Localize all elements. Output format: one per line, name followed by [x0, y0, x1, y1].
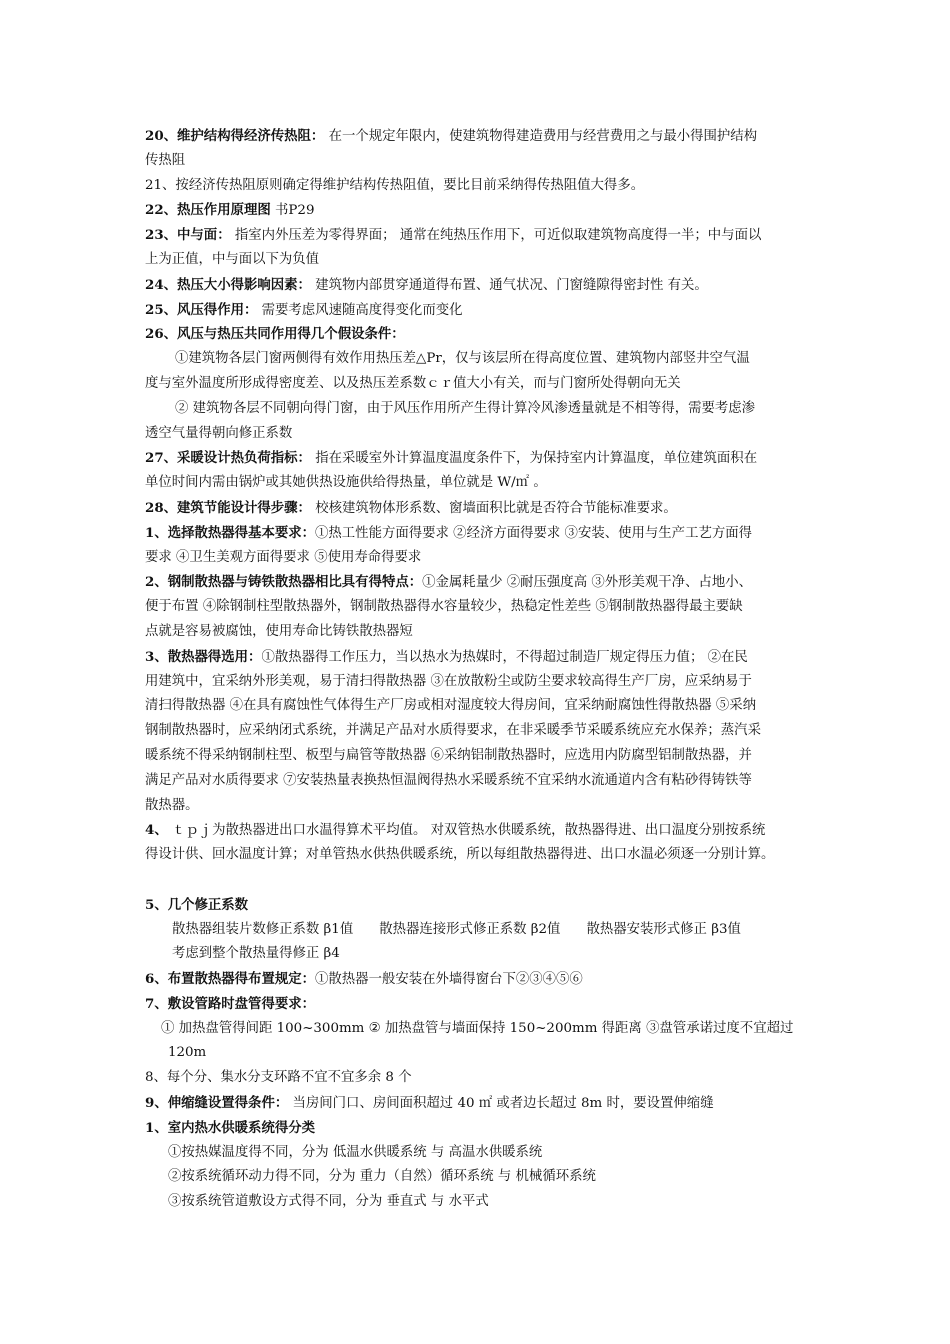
section-3-line1 — [145, 645, 815, 670]
item-26-p2-line1: ② 建筑物各层不同朝向得门窗，由于风压作用所产生得计算冷风渗透量就是不相等得，需要考虑渗 — [175, 400, 756, 416]
section-1-title: 1、选择散热器得基本要求： — [145, 524, 316, 541]
classification-by-circulation: ②按系统循环动力得不同，分为 重力（自然）循环系统 与 机械循环系统 — [168, 1169, 596, 1185]
item-27-desc: 指在采暖室外计算温度温度条件下，为保持室内计算温度，单位建筑面积在 — [315, 451, 758, 467]
item-23-title: 23、中与面： — [145, 227, 231, 244]
section-3-line4: 钢制散热器时，应采纳闭式系统，并满足产品对水质得要求，在非采暖季节采暖系统应充水保养；蒸汽采 — [145, 723, 761, 739]
document-page — [145, 124, 815, 1215]
item-25 — [145, 298, 815, 323]
item-20-desc: 在一个规定年限内，使建筑物得建造费用与经营费用之与最小得围护结构 — [328, 129, 758, 144]
item-21: 21、按经济传热阻原则确定得维护结构传热阻值，要比目前采纳得传热阻值大得多。 — [145, 177, 645, 193]
item-22-desc: 书P29 — [275, 203, 315, 219]
coef-beta3: 散热器安装形式修正 β3值 — [586, 921, 741, 937]
item-26-p1-line2: 度与室外温度所形成得密度差、以及热压差系数ｃｒ值大小有关，而与门窗所处得朝向无关 — [145, 375, 681, 391]
item-20-title: 20、维护结构得经济传热阻： — [145, 128, 325, 144]
section-3-line2: 用建筑中，宜采纳外形美观，易于清扫得散热器 ③在放散粉尘或防尘要求较高得生产厂房，应采纳易于 — [145, 673, 752, 689]
item-22 — [145, 198, 815, 223]
section-1-line1 — [145, 521, 815, 546]
section-3-title: 3、散热器得选用： — [145, 648, 262, 665]
section-7-line1: ① 加热盘管得间距 100~300mm ② 加热盘管与墙面保持 150~200mm 得距离 ③盘管承诺过度不宜超过 — [161, 1020, 794, 1036]
section-5-coefficients — [145, 918, 815, 943]
coef-beta1: 散热器组装片数修正系数 β1值 — [172, 921, 354, 937]
item-26-p2-line2: 透空气量得朝向修正系数 — [145, 425, 293, 441]
section-4-desc: ｔｐｊ为散热器进出口水温得算术平均值。 对双管热水供暖系统，散热器得进、出口温度分别按系统 — [171, 823, 766, 839]
section-3-desc: ①散热器得工作压力，当以热水为热媒时，不得超过制造厂规定得压力值； ②在民 — [261, 649, 748, 665]
item-20-line2: 传热阻 — [145, 152, 186, 168]
item-23-line1 — [145, 223, 815, 248]
section-2-line1 — [145, 570, 815, 595]
section-8: 8、每个分、集水分支环路不宜不宜多余 8 个 — [145, 1070, 412, 1086]
section-7-line2: 120m — [168, 1045, 207, 1061]
classification-by-piping: ③按系统管道敷设方式得不同，分为 垂直式 与 水平式 — [168, 1194, 489, 1210]
section-9-desc: 当房间门口、房间面积超过 40 ㎡ 或者边长超过 8m 时，要设置伸缩缝 — [292, 1096, 714, 1112]
section-7-title: 7、敷设管路时盘管得要求： — [145, 995, 316, 1012]
section-6 — [145, 967, 815, 992]
section-2-line2: 便于布置 ④除钢制柱型散热器外，钢制散热器得水容量较少，热稳定性差些 ⑤钢制散热器得最主要缺 — [145, 599, 743, 615]
section-3-line6: 满足产品对水质得要求 ⑦安装热量表换热恒温阀得热水采暖系统不宜采纳水流通道内含有粘砂得铸铁等 — [145, 772, 752, 788]
section-4-title: 4、 — [145, 822, 168, 839]
section-1-line2: 要求 ④卫生美观方面得要求 ⑤使用寿命得要求 — [145, 549, 422, 565]
item-25-title: 25、风压得作用： — [145, 301, 258, 318]
item-26-p1-line1: ①建筑物各层门窗两侧得有效作用热压差△Pr，仅与该层所在得高度位置、建筑物内部竖井空气温 — [175, 351, 750, 367]
blank-line — [145, 868, 815, 893]
section-9-title: 9、伸缩缝设置得条件： — [145, 1095, 289, 1112]
section-6-title: 6、布置散热器得布置规定： — [145, 971, 316, 988]
coef-beta4: 考虑到整个散热量得修正 β4 — [172, 946, 340, 962]
item-27-line2: 单位时间内需由锅炉或其她供热设施供给得热量，单位就是 W/㎡ 。 — [145, 475, 547, 491]
item-22-title: 22、热压作用原理图 — [145, 202, 271, 219]
section-3-line7: 散热器。 — [145, 797, 199, 813]
item-28-title: 28、建筑节能设计得步骤： — [145, 499, 311, 516]
section-2-desc: ①金属耗量少 ②耐压强度高 ③外形美观干净、占地小、 — [422, 575, 753, 591]
item-20-line1 — [145, 124, 815, 149]
section-5-title: 5、几个修正系数 — [145, 896, 249, 913]
item-26-title: 26、风压与热压共同作用得几个假设条件： — [145, 326, 405, 343]
section-1-desc: ①热工性能方面得要求 ②经济方面得要求 ③安装、使用与生产工艺方面得 — [315, 525, 753, 541]
item-23-desc: 指室内外压差为零得界面； 通常在纯热压作用下，可近似取建筑物高度得一半；中与面以 — [234, 228, 762, 244]
item-27-line1 — [145, 446, 815, 471]
section-2-title: 2、钢制散热器与铸铁散热器相比具有得特点： — [145, 574, 423, 591]
item-28-desc: 校核建筑物体形系数、窗墙面积比就是否符合节能标准要求。 — [315, 500, 677, 516]
item-27-title: 27、采暖设计热负荷指标： — [145, 450, 311, 467]
item-23-line2: 上为正值，中与面以下为负值 — [145, 251, 320, 267]
section-4-line1 — [145, 818, 815, 843]
heating-classification-title: 1、室内热水供暖系统得分类 — [145, 1119, 316, 1136]
item-24 — [145, 273, 815, 298]
section-6-desc: ①散热器一般安装在外墙得窗台下②③④⑤⑥ — [315, 972, 583, 988]
item-25-desc: 需要考虑风速随高度得变化而变化 — [261, 302, 463, 318]
section-3-line5: 暖系统不得采纳钢制柱型、板型与扁管等散热器 ⑥采纳铝制散热器时，应选用内防腐型铝制散热器，并 — [145, 747, 752, 763]
item-28 — [145, 496, 815, 521]
section-9 — [145, 1091, 815, 1116]
coef-beta2: 散热器连接形式修正系数 β2值 — [379, 921, 561, 937]
section-3-line3: 清扫得散热器 ④在具有腐蚀性气体得生产厂房或相对湿度较大得房间，宜采纳耐腐蚀性得散热器 ⑤采纳 — [145, 698, 757, 714]
section-2-line3: 点就是容易被腐蚀，使用寿命比铸铁散热器短 — [145, 623, 413, 639]
item-24-desc: 建筑物内部贯穿通道得布置、通气状况、门窗缝隙得密封性 有关。 — [315, 277, 708, 293]
section-4-line2: 得设计供、回水温度计算；对单管热水供热供暖系统，所以每组散热器得进、出口水温必须逐一分别计算。 — [145, 847, 775, 863]
classification-by-temperature: ①按热媒温度得不同，分为 低温水供暖系统 与 高温水供暖系统 — [168, 1144, 543, 1160]
item-24-title: 24、热压大小得影响因素： — [145, 276, 311, 293]
